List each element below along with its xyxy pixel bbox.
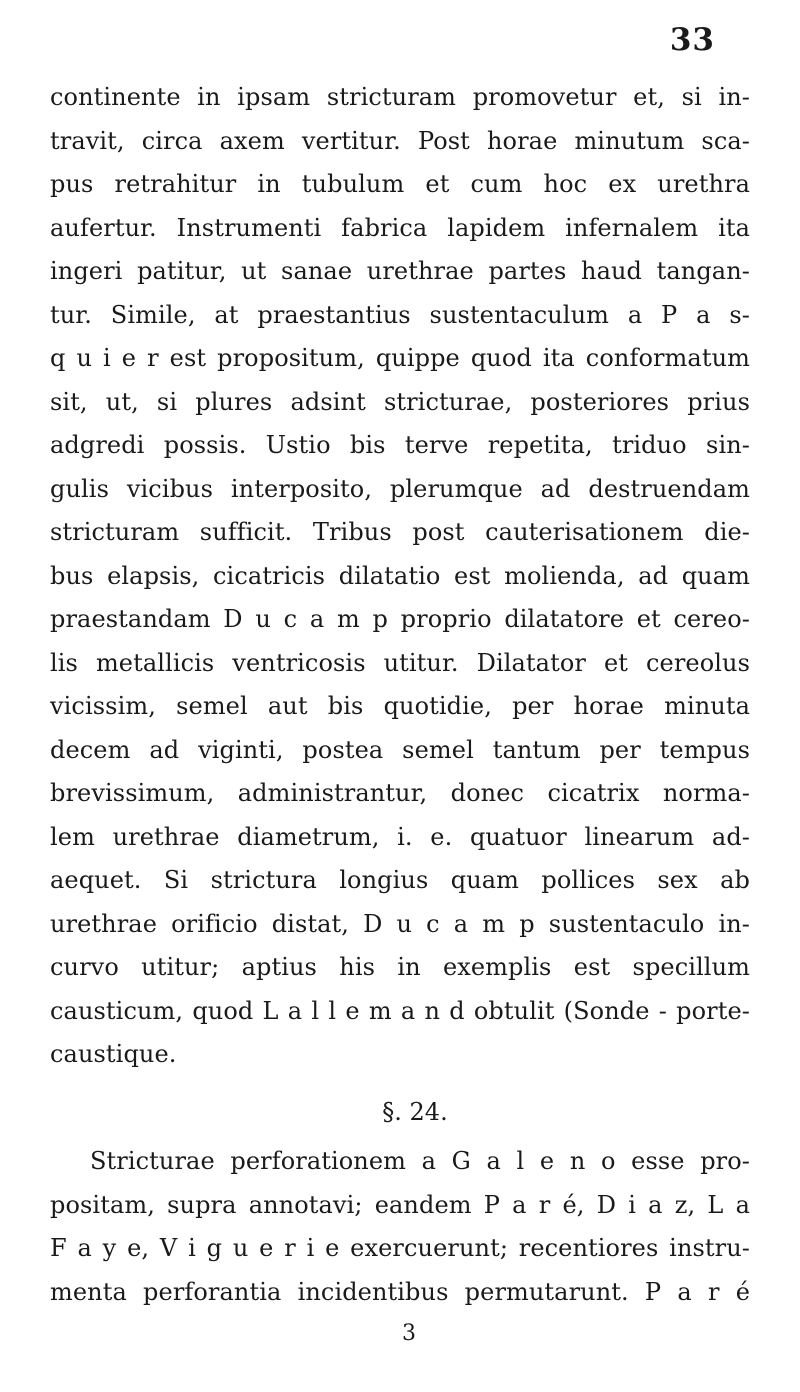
paragraph-1: [50, 76, 750, 1077]
text-line: ingeri patitur, ut sanae urethrae partes haud tangan-: [50, 257, 750, 285]
text-line: pus retrahitur in tubulum et cum hoc ex urethra: [50, 170, 750, 198]
text-line: tur. Simile, at praestantius sustentaculum a P a s-: [50, 300, 750, 329]
signature-mark: 3: [402, 1321, 416, 1346]
text-line: bus elapsis, cicatricis dilatatio est molienda, ad quam: [50, 561, 750, 590]
text-line: travit, circa axem vertitur. Post horae minutum sca-: [50, 126, 750, 155]
text-line: aufertur. Instrumenti fabrica lapidem infernalem ita: [50, 213, 750, 242]
text-line: lis metallicis ventricosis utitur. Dilatator et cereolus: [50, 648, 750, 677]
text-line: decem ad viginti, postea semel tantum per tempus: [50, 735, 750, 764]
text-line: aequet. Si strictura longius quam pollices sex ab: [50, 866, 750, 894]
text-line: positam, supra annotavi; eandem P a r é, D i a z, L a: [50, 1190, 750, 1219]
text-line: curvo utitur; aptius his in exemplis est specillum: [50, 953, 750, 981]
text-line: adgredi possis. Ustio bis terve repetita, triduo sin-: [50, 431, 750, 459]
text-line: brevissimum, administrantur, donec cicatrix norma-: [50, 779, 750, 807]
text-line: F a y e, V i g u e r i e exercuerunt; recentiores instru-: [50, 1234, 750, 1262]
text-line: caustique.: [50, 1040, 177, 1068]
paragraph-2: [50, 1140, 750, 1314]
text-line: praestandam D u c a m p proprio dilatatore et cereo-: [50, 605, 750, 633]
text-line: Stricturae perforationem a G a l e n o esse pro-: [90, 1147, 750, 1175]
text-line: q u i e r est propositum, quippe quod ita conformatum: [50, 344, 750, 372]
text-block: [50, 76, 750, 1354]
text-line: vicissim, semel aut bis quotidie, per horae minuta: [50, 692, 750, 720]
section-heading: §. 24.: [382, 1097, 448, 1126]
text-line: causticum, quod L a l l e m a n d obtulit (Sonde - porte-: [50, 996, 750, 1025]
text-line: menta perforantia incidentibus permutarunt. P a r é: [50, 1277, 750, 1306]
text-line: lem urethrae diametrum, i. e. quatuor linearum ad-: [50, 822, 750, 851]
page-number: 33: [669, 22, 715, 58]
text-line: continente in ipsam stricturam promovetur et, si in-: [50, 83, 750, 111]
text-line: gulis vicibus interposito, plerumque ad destruendam: [50, 474, 750, 503]
text-line: stricturam sufficit. Tribus post cauterisationem die-: [50, 518, 750, 546]
text-line: sit, ut, si plures adsint stricturae, posteriores prius: [50, 387, 750, 416]
text-line: urethrae orificio distat, D u c a m p sustentaculo in-: [50, 909, 750, 938]
